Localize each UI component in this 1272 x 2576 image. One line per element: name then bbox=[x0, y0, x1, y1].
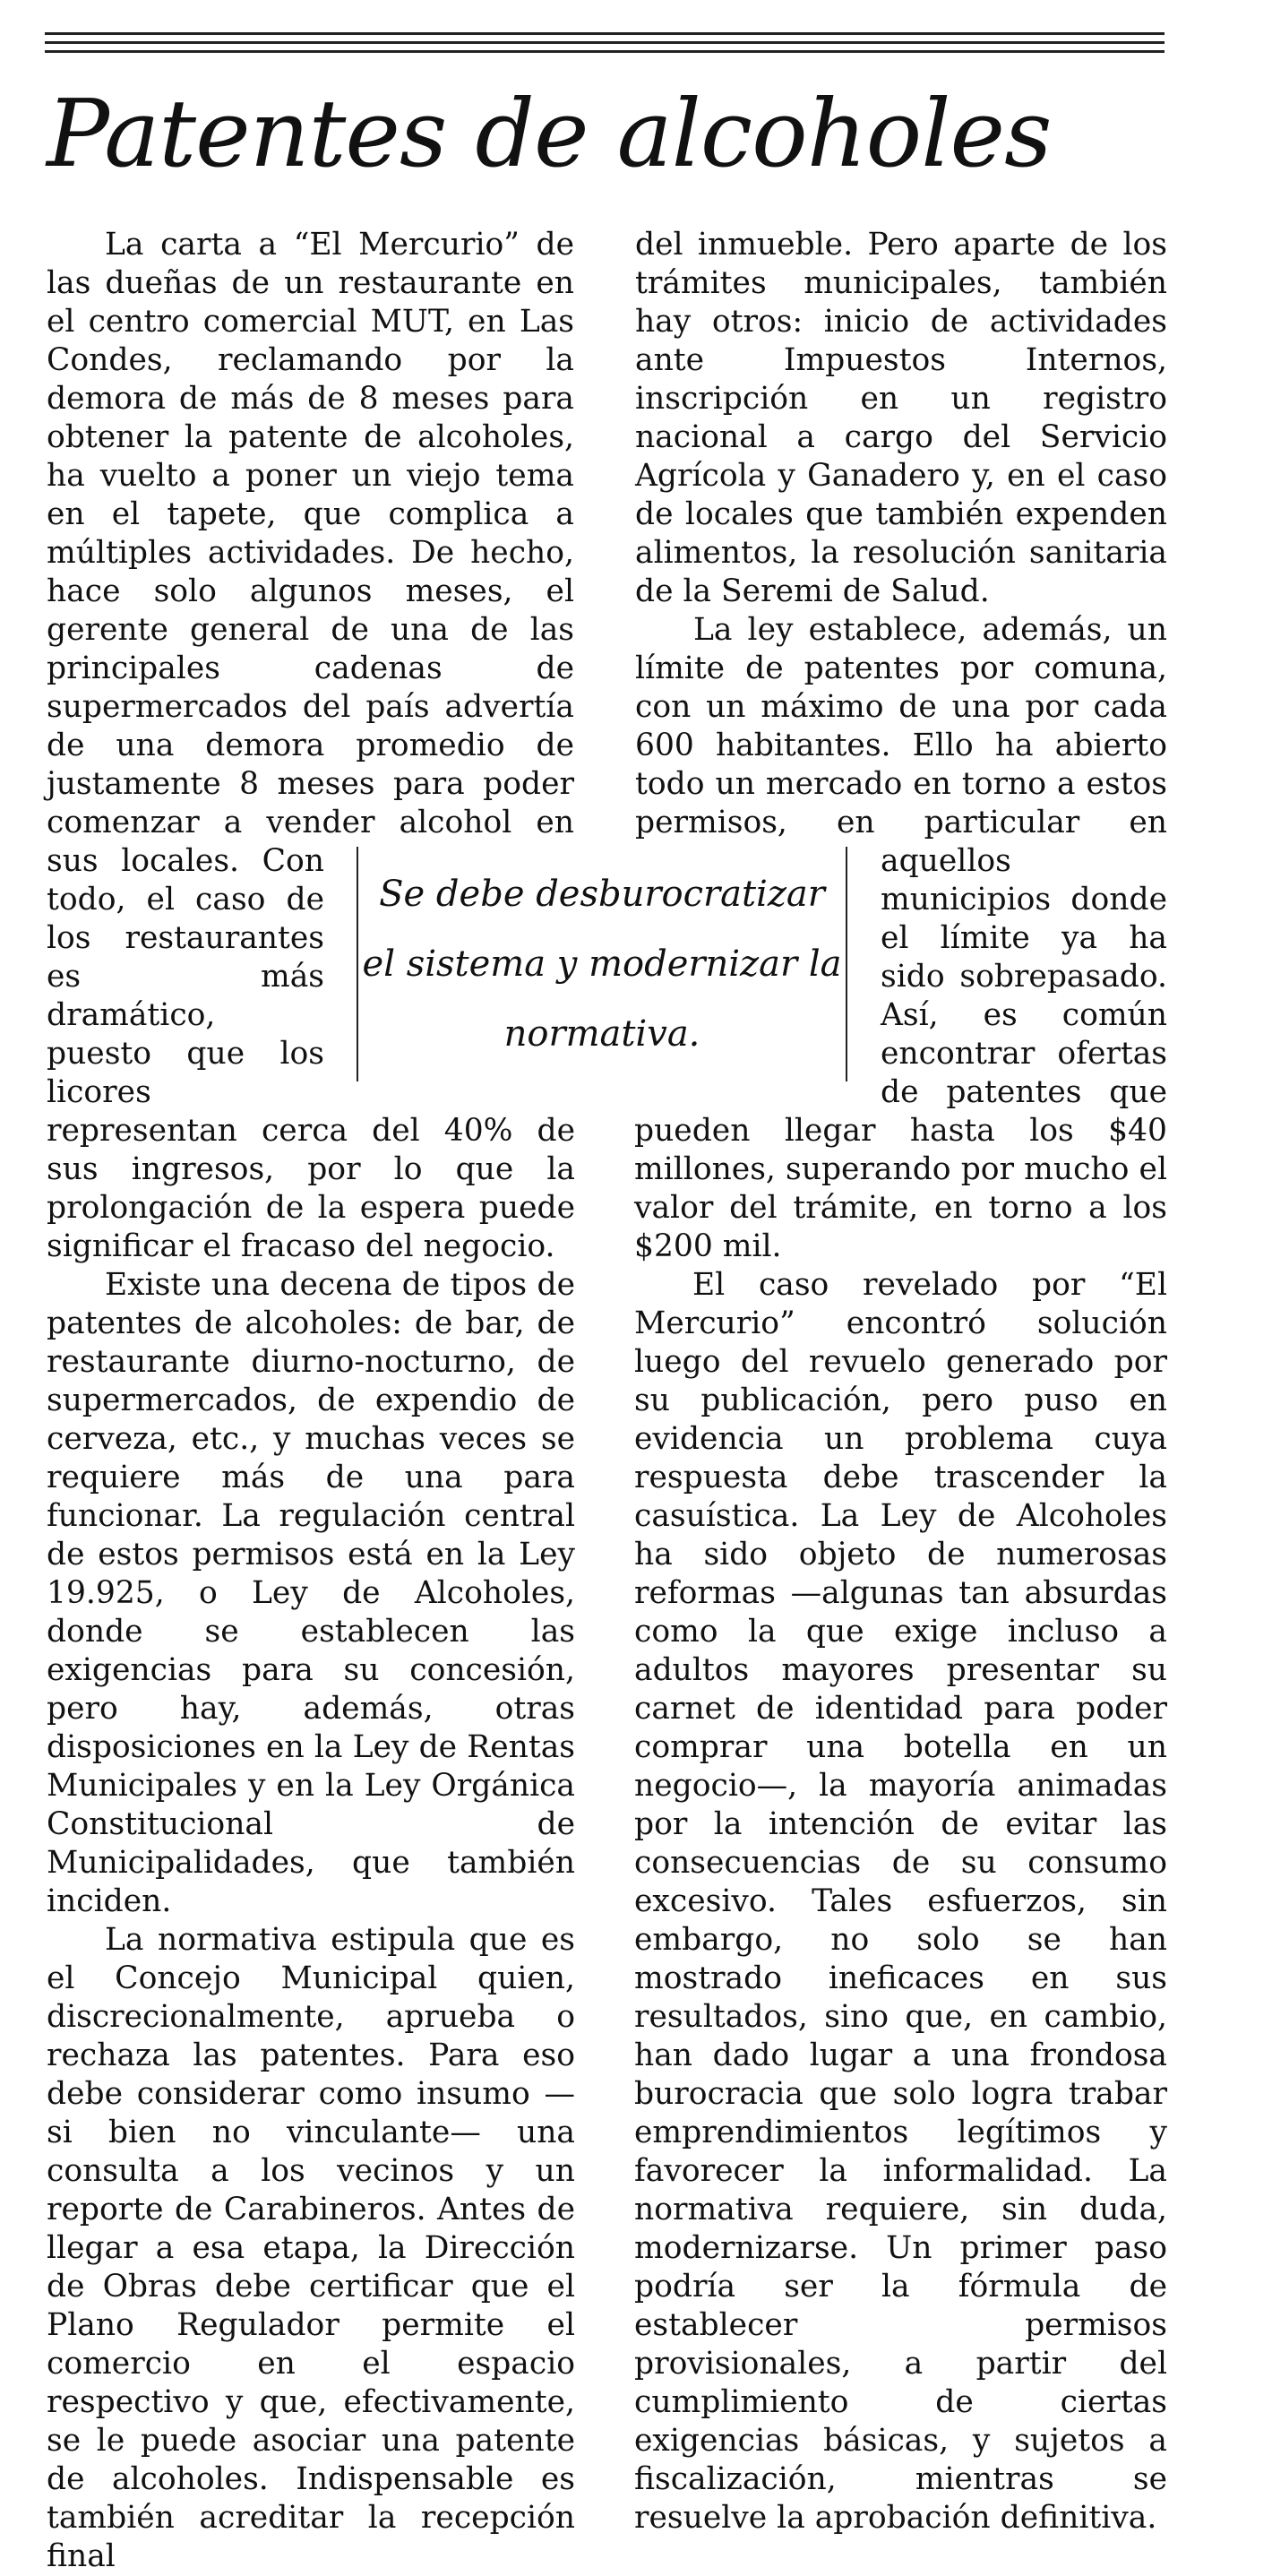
left-column bbox=[47, 226, 575, 2576]
headline: Patentes de alcoholes bbox=[47, 79, 1052, 188]
pull-quote bbox=[357, 847, 847, 1081]
right-column bbox=[634, 226, 1167, 2537]
paragraph-3: La normativa estipula que es el Concejo Municipal quien, discrecionalmente, aprueba o rechaza las patentes. Para eso debe considerar como insumo —si bien no vinculante— una consulta a los vecinos y un reporte de Carabineros. Antes de llegar a esa etapa, la Dirección de Obras debe certificar que el Plano Regulador permite el comercio en el espacio respectivo y que, efectivamente, se le puede asociar una patente de alcoholes. Indispensable es también acreditar la recepción final bbox=[47, 1922, 575, 2574]
paragraph-4: La ley establece, además, un límite de patentes por comuna, con un máximo de una por cada 600 habitantes. Ello ha abierto todo un mercado en torno a estos permisos, en particular en aquellos municipios donde el límite ya ha sido sobrepasado. Así, es común encontrar ofertas de patentes que pueden llegar hasta los $40 millones, superando por mucho el valor del trámite, en torno a los $200 mil. bbox=[634, 612, 1167, 1264]
paragraph-1: La carta a “El Mercurio” de las dueñas de un restaurante en el centro comercial MUT, en Las Condes, reclamando por la demora de más de 8 meses para obtener la patente de alcoholes, ha vuelto a poner un viejo tema en el tapete, que complica a múltiples actividades. De hecho, hace solo algunos meses, el gerente general de una de las principales cadenas de supermercados del país advertía de una demora promedio de justamente 8 meses para poder comenzar a vender alcohol en sus locales. Con todo, el caso de los restaurantes es más dramático, puesto que los licores representan cerca del 40% de sus ingresos, por lo que la prolongación de la espera puede significar el fracaso del negocio. bbox=[47, 227, 575, 1264]
paragraph-2: Existe una decena de tipos de patentes de alcoholes: de bar, de restaurante diurno-nocturno, de supermercados, de expendio de cerveza, etc., y muchas veces se requiere más de una para funcionar. La regulación central de estos permisos está en la Ley 19.925, o Ley de Alcoholes, donde se establecen las exigencias para su concesión, pero hay, además, otras disposiciones en la Ley de Rentas Municipales y en la Ley Orgánica Constitucional de Municipalidades, que también inciden. bbox=[47, 1267, 575, 1919]
top-rule bbox=[45, 50, 1165, 53]
top-rule bbox=[45, 41, 1165, 44]
pull-quote-text: Se debe desburocratizar el sistema y modernizar la normativa. bbox=[362, 874, 842, 1055]
paragraph-3-continued: del inmueble. Pero aparte de los trámites municipales, también hay otros: inicio de actividades ante Impuestos Internos, inscripción en un registro nacional a cargo del Servicio Agrícola y Ganadero y, en el caso de locales que también expenden alimentos, la resolución sanitaria de la Seremi de Salud. bbox=[635, 227, 1167, 609]
paragraph-5: El caso revelado por “El Mercurio” encontró solución luego del revuelo generado por su publicación, pero puso en evidencia un problema cuya respuesta debe trascender la casuística. La Ley de Alcoholes ha sido objeto de numerosas reformas —algunas tan absurdas como la que exige incluso a adultos mayores presentar su carnet de identidad para poder comprar una botella en un negocio—, la mayoría animadas por la intención de evitar las consecuencias de su consumo excesivo. Tales esfuerzos, sin embargo, no solo se han mostrado ineficaces en sus resultados, sino que, en cambio, han dado lugar a una frondosa burocracia que solo logra trabar emprendimientos legítimos y favorecer la informalidad. La normativa requiere, sin duda, modernizarse. Un primer paso podría ser la fórmula de establecer permisos provisionales, a partir del cumplimiento de ciertas exigencias básicas, y sujetos a fiscalización, mientras se resuelve la aprobación definitiva. bbox=[634, 1267, 1167, 2536]
top-rule bbox=[45, 32, 1165, 35]
